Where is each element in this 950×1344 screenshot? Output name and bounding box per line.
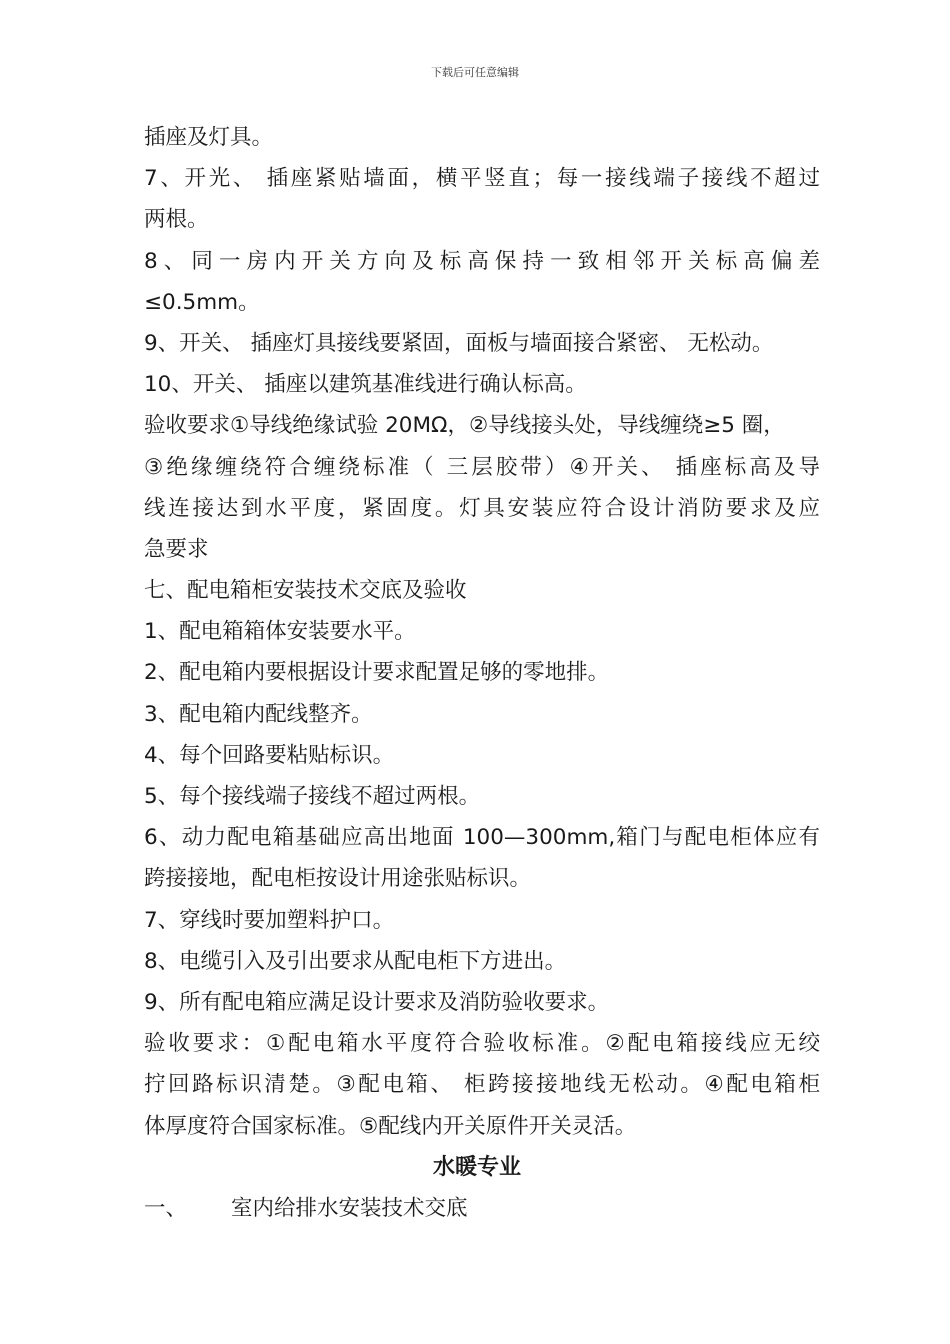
text-line: 验收要求①导线绝缘试验 20MΩ，②导线接头处，导线缠绕≥5 圈， [144,413,785,439]
text-line: 7、开光、 插座紧贴墙面，横平竖直；每一接线端子接线不超过 [144,166,820,192]
text-line: 体厚度符合国家标准。⑤配线内开关原件开关灵活。 [144,1113,637,1139]
text-line: 10、开关、 插座以建筑基准线进行确认标高。 [144,372,587,398]
text-line: ③绝缘缠绕符合缠绕标准（ 三层胶带）④开关、 插座标高及导 [144,454,820,480]
text-line: 急要求 [144,536,209,562]
text-line: 插座及灯具。 [144,125,274,150]
page-header: 下载后可任意编辑 [431,66,519,79]
text-line: 6、动力配电箱基础应高出地面 100—300mm,箱门与配电柜体应有 [144,825,820,851]
text-line: 3、配电箱内配线整齐。 [144,701,373,727]
text-line: 5、每个接线端子接线不超过两根。 [144,784,481,809]
section-heading: 七、配电箱柜安装技术交底及验收 [144,578,467,604]
subsection-heading [144,1188,820,1229]
text-line: 7、穿线时要加塑料护口。 [144,907,395,933]
text-line: 验收要求：①配电箱水平度符合验收标准。②配电箱接线应无绞 [144,1031,820,1057]
text-line: 1、配电箱箱体安装要水平。 [144,619,416,645]
text-line: 拧回路标识清楚。③配电箱、 柜跨接接地线无松动。④配电箱柜 [144,1072,820,1098]
text-line: 两根。 [144,207,209,233]
text-line: 4、每个回路要粘贴标识。 [144,742,395,768]
text-line: 8、同一房内开关方向及标高保持一致相邻开关标高偏差 [144,248,820,274]
subsection-number: 一、 [144,1195,188,1221]
section-title-text: 水暖专业 [432,1154,521,1180]
text-line: 线连接达到水平度，紧固度。灯具安装应符合设计消防要求及应 [144,495,820,521]
text-line: ≤0.5mm。 [144,289,260,315]
document-body [144,117,820,1229]
text-line: 9、所有配电箱应满足设计要求及消防验收要求。 [144,989,610,1015]
text-line: 9、开关、 插座灯具接线要紧固，面板与墙面接合紧密、 无松动。 [144,330,774,356]
text-line: 跨接接地，配电柜按设计用途张贴标识。 [144,866,532,892]
section-title [144,1147,820,1188]
text-line: 8、电缆引入及引出要求从配电柜下方进出。 [144,948,567,974]
text-line: 2、配电箱内要根据设计要求配置足够的零地排。 [144,660,610,686]
subsection-title: 室内给排水安装技术交底 [231,1195,468,1221]
